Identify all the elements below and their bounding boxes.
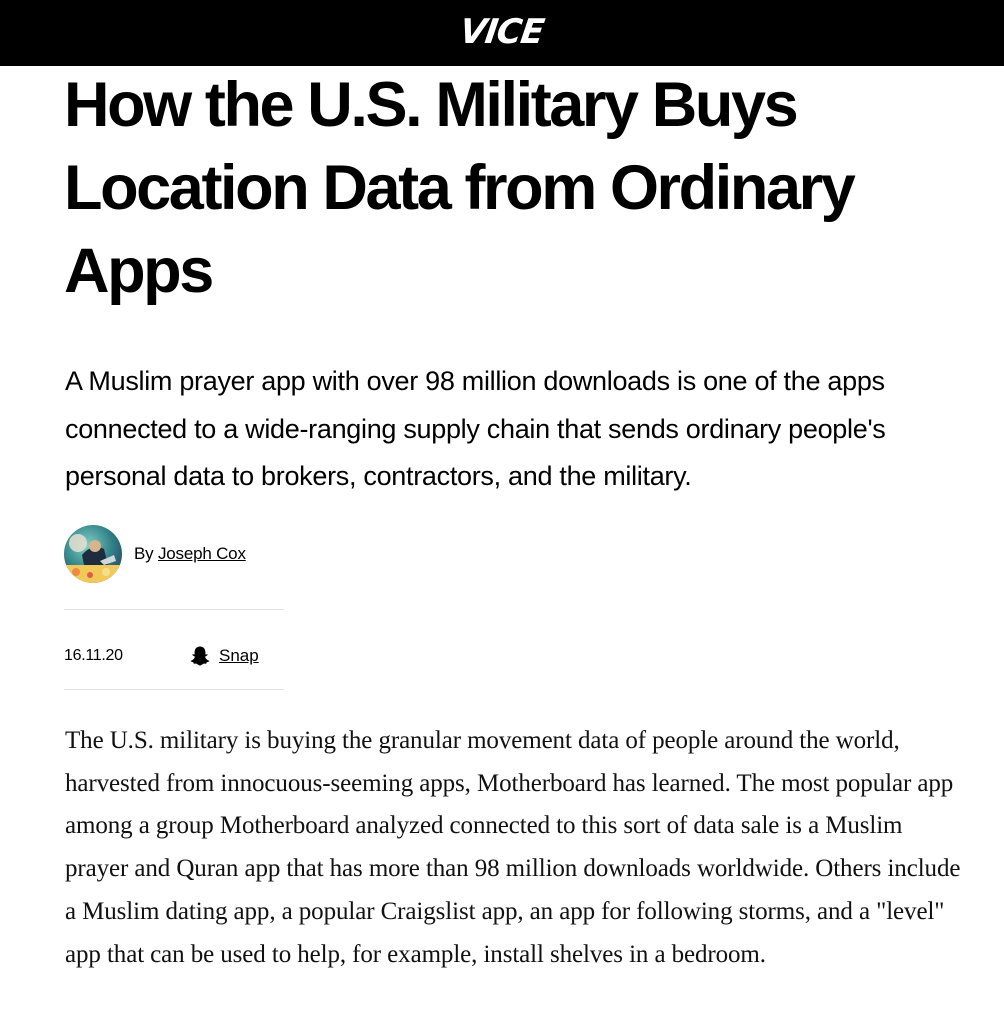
snapchat-ghost-icon bbox=[188, 644, 212, 668]
meta-divider-top bbox=[64, 609, 284, 610]
meta-divider-bottom bbox=[64, 689, 284, 690]
avatar-illustration-icon bbox=[64, 525, 122, 583]
article-dek: A Muslim prayer app with over 98 million downloads is one of the apps connected to a wide-ranging supply chain that sends ordinary people's personal data to brokers, contractors, and the military. bbox=[65, 366, 886, 491]
byline-prefix: By bbox=[134, 544, 158, 563]
site-header bbox=[0, 0, 1004, 66]
publish-date: 16.11.20 bbox=[64, 647, 123, 664]
article-body-paragraph: The U.S. military is buying the granular movement data of people around the world, harvested from innocuous-seeming apps, Motherboard has learned. The most popular app among a group Motherboard analyzed connected to this sort of data sale is a Muslim prayer and Quran app that has more than 98 million downloads worldwide. Others include a Muslim dating app, a popular Craigslist app, an app for following storms, and a "level" app that can be used to help, for example, install shelves in a bedroom. bbox=[65, 727, 961, 968]
snap-share-label: Snap bbox=[219, 646, 259, 665]
author-link[interactable]: Joseph Cox bbox=[157, 544, 246, 563]
author-avatar[interactable] bbox=[64, 525, 122, 583]
snap-share-link[interactable] bbox=[188, 644, 259, 668]
vice-logo[interactable]: VICE bbox=[457, 12, 547, 52]
byline bbox=[64, 524, 246, 584]
byline-text bbox=[134, 544, 246, 564]
article-headline: How the U.S. Military Buys Location Data from Ordinary Apps bbox=[64, 70, 854, 306]
